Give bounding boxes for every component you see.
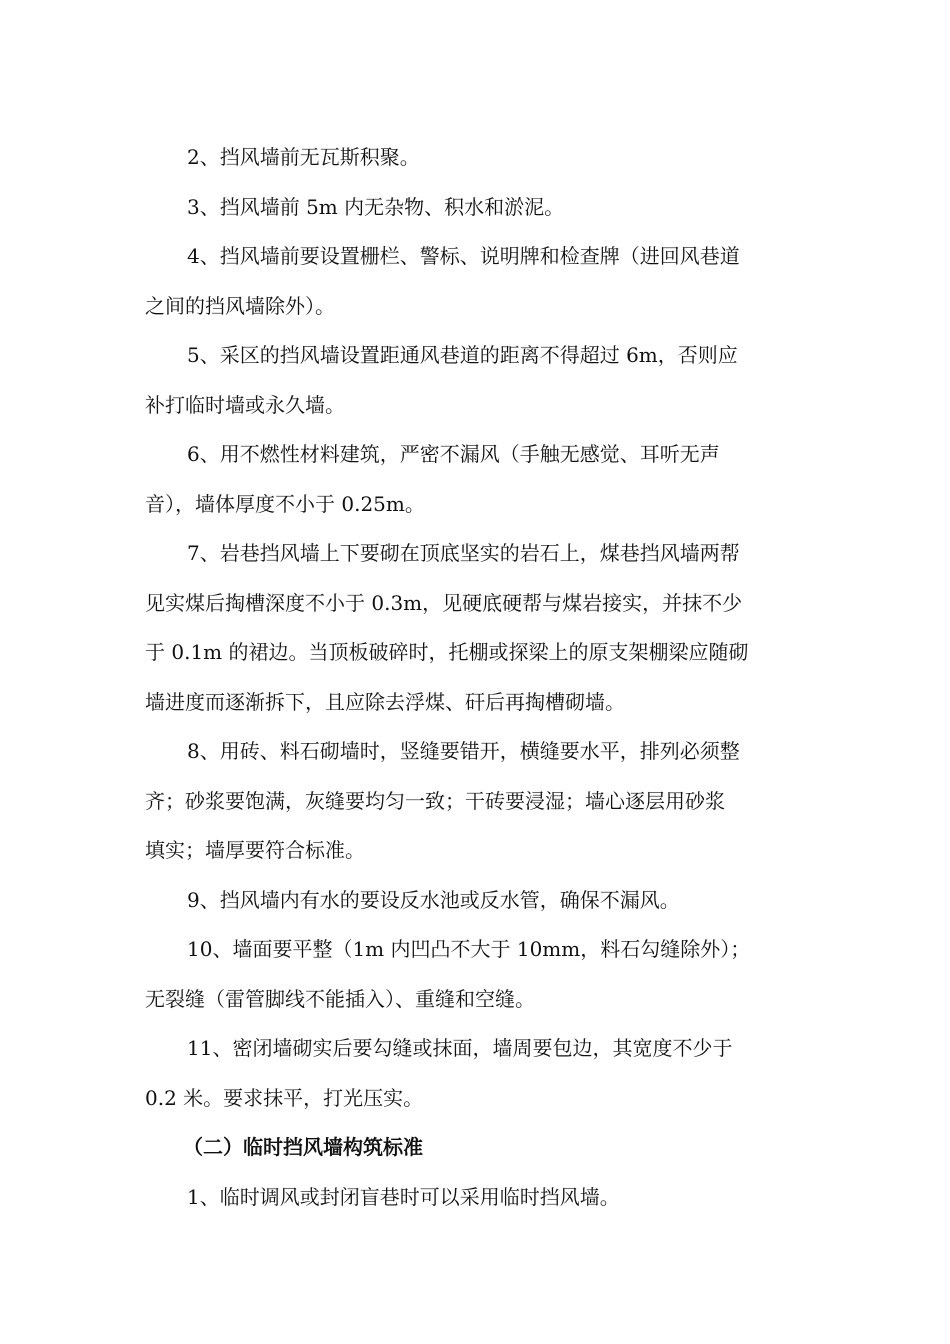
paragraph-item-3 [145, 183, 807, 233]
section-heading: （二）临时挡风墙构筑标准 [183, 1135, 423, 1159]
paragraph-item-4 [145, 232, 807, 331]
paragraph-item-9 [145, 876, 807, 926]
paragraph-line: 7、岩巷挡风墙上下要砌在顶底坚实的岩石上，煤巷挡风墙两帮 [187, 541, 740, 565]
paragraph-line: 填实；墙厚要符合标准。 [145, 838, 365, 862]
paragraph-item-8 [145, 727, 807, 876]
paragraph-item-2 [145, 133, 807, 183]
paragraph-line: 齐；砂浆要饱满，灰缝要均匀一致；干砖要浸湿；墙心逐层用砂浆 [145, 788, 725, 813]
paragraph-line: 音），墙体厚度不小于 0.25m。 [145, 491, 425, 516]
paragraph-line: 6、用不燃性材料建筑，严密不漏风（手触无感觉、耳听无声 [187, 442, 720, 466]
paragraph-line: 5、采区的挡风墙设置距通风巷道的距离不得超过 6m，否则应 [187, 343, 738, 367]
paragraph-line: 2、挡风墙前无瓦斯积聚。 [187, 145, 420, 169]
paragraph-line: 10、墙面要平整（1m 内凹凸不大于 10mm，料石勾缝除外）； [187, 937, 751, 961]
document-body [145, 133, 807, 1222]
paragraph-item-10 [145, 925, 807, 1024]
paragraph-line: 补打临时墙或永久墙。 [145, 392, 345, 417]
paragraph-item-5 [145, 331, 807, 430]
paragraph-line: 3、挡风墙前 5m 内无杂物、积水和淤泥。 [187, 194, 565, 219]
paragraph-item-11 [145, 1024, 807, 1123]
paragraph-line: 4、挡风墙前要设置栅栏、警标、说明牌和检查牌（进回风巷道 [187, 244, 740, 268]
paragraph-line: 8、用砖、料石砌墙时，竖缝要错开，横缝要水平，排列必须整 [187, 739, 740, 763]
paragraph-line: 11、密闭墙砌实后要勾缝或抹面，墙周要包边，其宽度不少于 [187, 1036, 733, 1060]
paragraph-line: 之间的挡风墙除外）。 [145, 293, 335, 318]
paragraph-line: 见实煤后掏槽深度不小于 0.3m，见硬底硬帮与煤岩接实，并抹不少 [145, 590, 743, 615]
paragraph-line: 9、挡风墙内有水的要设反水池或反水管，确保不漏风。 [187, 887, 680, 912]
paragraph-line: 墙进度而逐渐拆下，且应除去浮煤、矸后再掏槽砌墙。 [145, 689, 625, 714]
paragraph-line: 于 0.1m 的裙边。当顶板破碎时，托棚或探梁上的原支架棚梁应随砌 [145, 640, 749, 664]
paragraph-item-7 [145, 529, 807, 727]
paragraph-line: 无裂缝（雷管脚线不能插入）、重缝和空缝。 [145, 986, 535, 1011]
section-paragraph-item-1 [145, 1173, 807, 1223]
paragraph-item-6 [145, 430, 807, 529]
paragraph-line: 1、临时调风或封闭盲巷时可以采用临时挡风墙。 [187, 1184, 620, 1209]
paragraph-line: 0.2 米。要求抹平，打光压实。 [145, 1085, 424, 1110]
